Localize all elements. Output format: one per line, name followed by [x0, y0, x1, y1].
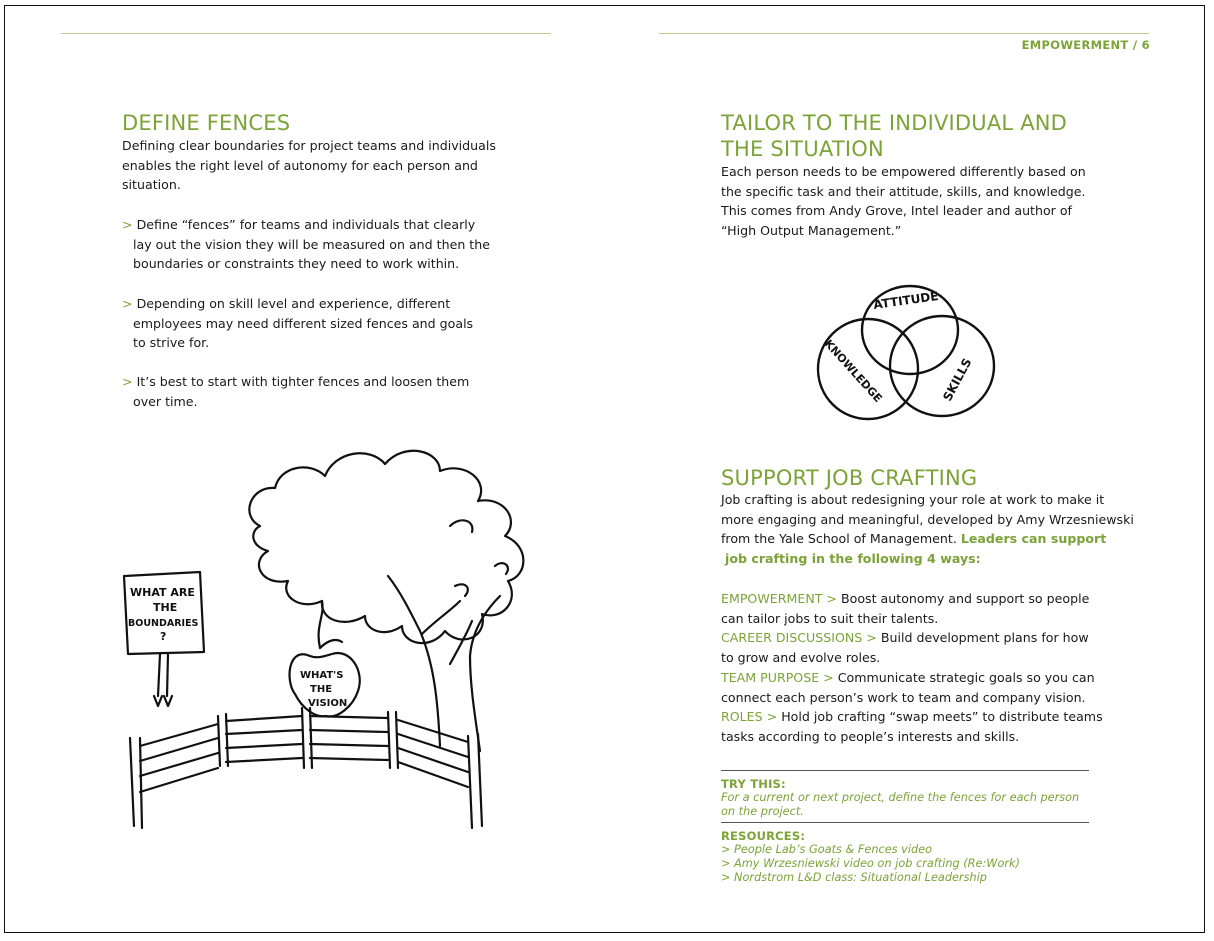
- fence: [130, 738, 142, 828]
- tree-canopy: [249, 451, 523, 643]
- way-roles: ROLES > Hold job crafting “swap meets” to distribute teams: [721, 709, 1103, 725]
- right-page: [605, 5, 1205, 933]
- heading-tailor: TAILOR TO THE INDIVIDUAL AND THE SITUATION: [721, 111, 1068, 161]
- try-this-box: TRY THIS: For a current or next project, define the fences for each person on the project.: [721, 777, 1080, 818]
- resource-link-situational-leadership[interactable]: > Nordstrom L&D class: Situational Leadership: [721, 871, 987, 884]
- sign-text-1: WHAT ARE: [130, 586, 195, 599]
- sign-text-4: ?: [160, 630, 167, 643]
- running-head: EMPOWERMENT / 6: [1021, 38, 1150, 52]
- way-career: CAREER DISCUSSIONS > Build development plans for how: [721, 630, 1089, 646]
- intro-paragraph: Defining clear boundaries for project teams and individuals enables the right level of autonomy for each person and situation.: [122, 138, 496, 193]
- divider-2: [721, 822, 1089, 823]
- apple-text-3: VISION: [308, 698, 348, 709]
- apple-text-2: THE: [310, 684, 333, 695]
- venn-label-attitude: ATTITUDE: [872, 288, 940, 312]
- left-page: [4, 5, 606, 933]
- resource-link-job-crafting-video[interactable]: > Amy Wrzesniewski video on job crafting (Re:Work): [721, 857, 1020, 870]
- fence-tree-illustration: [110, 416, 560, 836]
- heading-job-crafting: SUPPORT JOB CRAFTING: [721, 466, 978, 490]
- sign-text-2: THE: [153, 601, 178, 614]
- resources-box: RESOURCES: > People Lab’s Goats & Fences video > Amy Wrzesniewski video on job crafting (Re:Work) > Nordstrom L&D class: Situational Leadership: [721, 829, 1121, 885]
- heading-define-fences: DEFINE FENCES: [122, 111, 291, 135]
- ways-list: EMPOWERMENT > Boost autonomy and support so people can tailor jobs to suit their talents. CAREER DISCUSSIONS > Build development plans for how to grow and evolve roles. TEAM PURPOSE > Communicate strategic goals so you can connect each person’s work to team and company vision. ROLES > Hold job crafting “swap meets” to distribute teams tasks according to people’s interests and skills.: [721, 589, 1161, 747]
- way-empowerment: EMPOWERMENT > Boost autonomy and support so people: [721, 591, 1090, 606]
- top-rule: [61, 33, 551, 34]
- tailor-paragraph: Each person needs to be empowered differently based on the specific task and their attitude, skills, and knowledge. This comes from Andy Grove, Intel leader and author of “High Output Management.”: [721, 164, 1086, 239]
- divider-1: [721, 770, 1089, 771]
- apple-text-1: WHAT'S: [300, 670, 344, 681]
- venn-skills: [890, 316, 994, 416]
- job-crafting-paragraph: Job crafting is about redesigning your role at work to make it more engaging and meaningful, developed by Amy Wrzesniewski from the Yale School of Management. Leaders can support job crafting in the following 4 ways:: [721, 492, 1134, 567]
- venn-label-knowledge: KNOWLEDGE: [821, 337, 885, 406]
- bullet-3: > It’s best to start with tighter fences and loosen them over time.: [122, 374, 470, 409]
- venn-label-skills: SKILLS: [940, 355, 975, 404]
- resource-link-goats-fences[interactable]: > People Lab’s Goats & Fences video: [721, 843, 933, 856]
- sign-text-3: BOUNDARIES: [128, 618, 199, 629]
- bullet-2: > Depending on skill level and experience, different employees may need different sized fences and goals to strive for.: [122, 296, 474, 351]
- venn-diagram: [810, 274, 1000, 434]
- bullet-1: > Define “fences” for teams and individuals that clearly lay out the vision they will be measured on and then the boundaries or constraints they need to work within.: [122, 217, 490, 272]
- way-team: TEAM PURPOSE > Communicate strategic goals so you can: [721, 669, 1095, 685]
- top-rule: [659, 33, 1149, 34]
